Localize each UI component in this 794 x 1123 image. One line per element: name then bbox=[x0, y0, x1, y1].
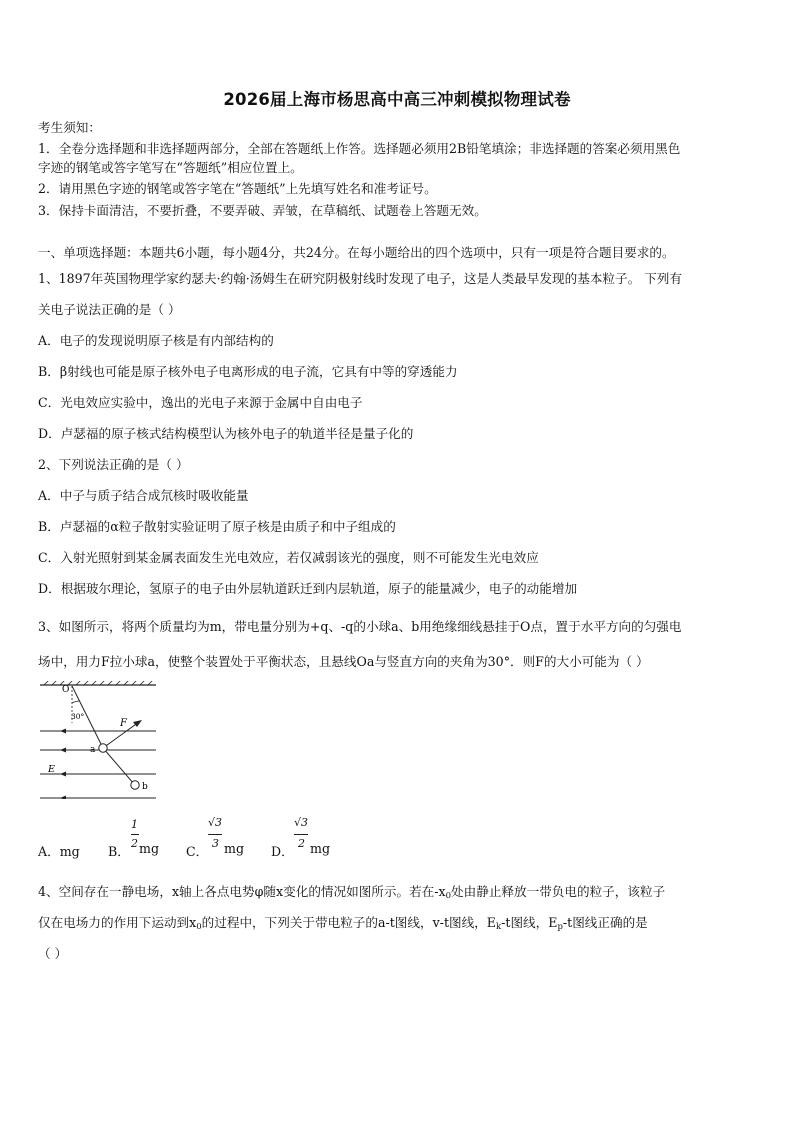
q3-option-b-numerator: 1 bbox=[131, 818, 138, 831]
q3-option-b-unit: mg bbox=[139, 841, 160, 856]
q2-option-b: B．卢瑟福的α粒子散射实验证明了原子核是由质子和中子组成的 bbox=[38, 519, 396, 534]
q4-stem-cont bbox=[38, 914, 760, 936]
label-a: a bbox=[90, 745, 96, 755]
q4-stem-part-1: 4、空间存在一静电场，x轴上各点电势φ随x变化的情况如图所示。若在-x bbox=[38, 884, 446, 899]
thread-ab bbox=[103, 748, 134, 784]
q2-option-a: A．中子与质子结合成氘核时吸收能量 bbox=[38, 488, 249, 503]
q2-option-c: C．入射光照射到某金属表面发生光电效应，若仅减弱该光的强度，则不可能发生光电效应 bbox=[38, 550, 539, 565]
q4-stem-cont-part-3: -t图线，E bbox=[501, 915, 558, 930]
q3-option-b-prefix: B． bbox=[108, 844, 130, 859]
q3-option-d-unit: mg bbox=[310, 841, 331, 856]
q3-option-c-unit: mg bbox=[224, 841, 245, 856]
q1-option-a: A．电子的发现说明原子核是有内部结构的 bbox=[38, 333, 274, 348]
q3-option-c-prefix: C． bbox=[186, 844, 209, 859]
q3-option-b-denominator: 2 bbox=[131, 837, 138, 850]
q4-stem-cont-subscript-k: k bbox=[495, 922, 502, 932]
q3-option-d-prefix: D． bbox=[271, 844, 294, 859]
q3-stem: 3、如图所示，将两个质量均为m，带电量分别为+q、-q的小球a、b用绝缘细线悬挂于O点，置于水平方向的匀强电 bbox=[38, 619, 682, 634]
q1-option-d: D．卢瑟福的原子核式结构模型认为核外电子的轨道半径是量子化的 bbox=[38, 426, 414, 441]
q1-stem-cont: 关电子说法正确的是（ ） bbox=[38, 302, 181, 317]
q3-option-b-fraction-bar bbox=[131, 834, 139, 835]
q4-stem-part-2: 处由静止释放一带负电的粒子，该粒子 bbox=[451, 884, 666, 899]
q4-stem-cont-part-2: 的过程中，下列关于带电粒子的a-t图线，v-t图线，E bbox=[201, 915, 496, 930]
q3-option-d-numerator: √3 bbox=[294, 816, 309, 829]
notice-item-1-cont: 字迹的钢笔或答字笔写在“答题纸”相应位置上。 bbox=[38, 160, 303, 175]
ball-a bbox=[99, 744, 107, 752]
label-e: E bbox=[48, 764, 55, 775]
q3-options bbox=[38, 812, 438, 864]
page-title: 2026届上海市杨思高中高三冲刺模拟物理试卷 bbox=[223, 90, 571, 109]
notice-item-3: 3．保持卡面清洁，不要折叠，不要弄破、弄皱，在草稿纸、试题卷上答题无效。 bbox=[38, 203, 487, 218]
q4-stem-cont-subscript-0: 0 bbox=[196, 922, 202, 932]
notice-heading: 考生须知： bbox=[38, 120, 101, 135]
q4-stem-cont-subscript-p: p bbox=[557, 922, 563, 932]
q1-stem: 1、1897年英国物理学家约瑟夫·约翰·汤姆生在研究阴极射线时发现了电子，这是人类最早发现的基本粒子。 下列有 bbox=[38, 271, 682, 286]
label-b: b bbox=[142, 782, 148, 792]
q3-stem-cont: 场中，用力F拉小球a，使整个装置处于平衡状态，且悬线Oa与竖直方向的夹角为30°．则F的大小可能为（ ） bbox=[38, 654, 649, 669]
q3-diagram bbox=[36, 681, 160, 799]
q3-option-d-fraction-bar bbox=[294, 834, 308, 835]
q3-option-c-numerator: √3 bbox=[208, 816, 223, 829]
label-angle: 30° bbox=[71, 712, 85, 721]
q4-stem bbox=[38, 883, 760, 905]
notice-item-1: 1．全卷分选择题和非选择题两部分，全部在答题纸上作答。选择题必须用2B铅笔填涂；非选择题的答案必须用黑色 bbox=[38, 141, 681, 156]
q1-option-b: B．β射线也可能是原子核外电子电离形成的电子流，它具有中等的穿透能力 bbox=[38, 364, 458, 379]
q4-stem-cont-part-4: -t图线正确的是 bbox=[562, 915, 648, 930]
field-arrows bbox=[60, 729, 66, 800]
q3-option-d-denominator: 2 bbox=[298, 837, 305, 850]
notice-item-2: 2．请用黑色字迹的钢笔或答字笔在“答题纸”上先填写姓名和准考证号。 bbox=[38, 181, 437, 196]
q3-option-a: A．mg bbox=[38, 844, 80, 859]
q4-stem-subscript-0: 0 bbox=[445, 891, 452, 901]
q2-option-d: D．根据玻尔理论，氢原子的电子由外层轨道跃迁到内层轨道，原子的能量减少，电子的动能增加 bbox=[38, 581, 578, 596]
q2-stem: 2、下列说法正确的是（ ） bbox=[38, 457, 189, 472]
label-o: O bbox=[62, 685, 70, 695]
angle-arc bbox=[72, 701, 80, 703]
section-heading: 一、单项选择题：本题共6小题，每小题4分，共24分。在每小题给出的四个选项中，只有一项是符合题目要求的。 bbox=[38, 245, 675, 260]
label-f: F bbox=[120, 718, 127, 729]
q3-option-c-fraction-bar bbox=[208, 834, 222, 835]
q1-option-c: C．光电效应实验中，逸出的光电子来源于金属中自由电子 bbox=[38, 395, 363, 410]
q3-option-c-denominator: 3 bbox=[212, 837, 219, 850]
q4-stem-cont-part-1: 仅在电场力的作用下运动到x bbox=[38, 915, 197, 930]
q4-answer-brackets: （ ） bbox=[38, 946, 68, 961]
ball-b bbox=[131, 781, 139, 789]
